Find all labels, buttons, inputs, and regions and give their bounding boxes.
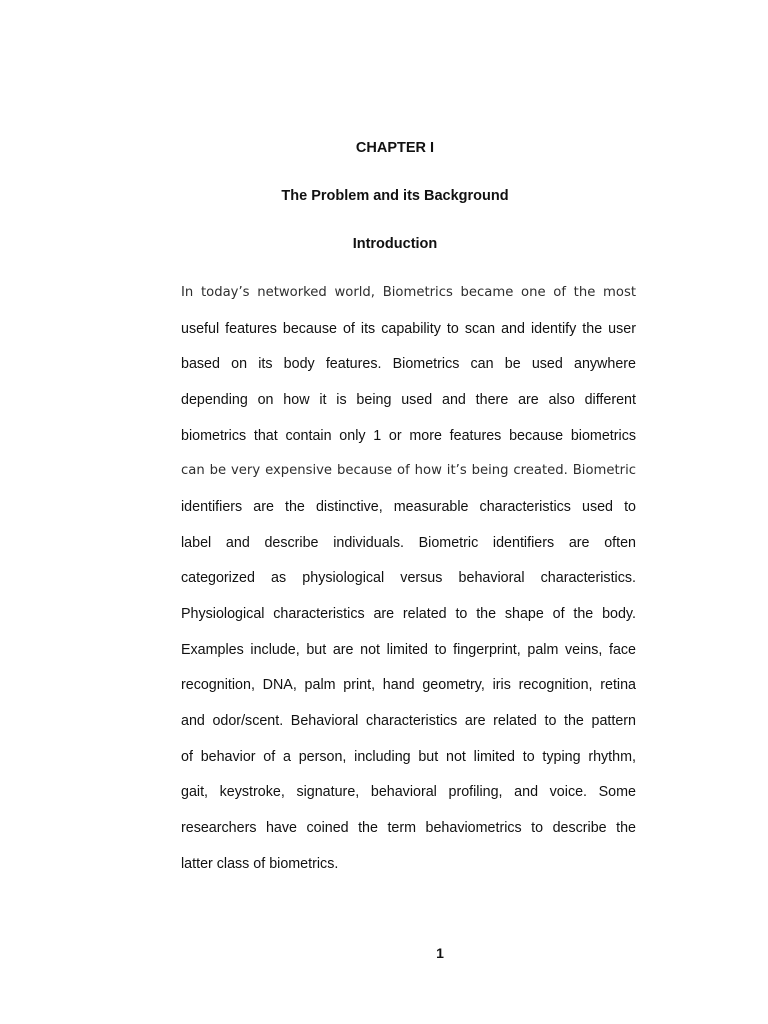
paragraph-line: researchers have coined the term behaviometrics to describe the: [181, 820, 636, 836]
section-heading: Introduction: [352, 236, 438, 252]
page-number: 1: [436, 945, 444, 961]
paragraph-line: recognition, DNA, palm print, hand geometry, iris recognition, retina: [181, 677, 636, 693]
paragraph-line: of behavior of a person, including but not limited to typing rhythm,: [181, 749, 636, 765]
paragraph-line: label and describe individuals. Biometric identifiers are often: [181, 535, 636, 551]
paragraph-line: Examples include, but are not limited to fingerprint, palm veins, face: [181, 642, 636, 658]
chapter-heading: CHAPTER I: [355, 140, 435, 156]
paragraph-line: and odor/scent. Behavioral characteristics are related to the pattern: [181, 713, 636, 729]
chapter-title: The Problem and its Background: [281, 188, 509, 204]
paragraph-line: can be very expensive because of how it’s being created. Biometric: [181, 463, 636, 478]
paragraph-line: In today’s networked world, Biometrics became one of the most: [181, 285, 636, 300]
paragraph-line: latter class of biometrics.: [181, 856, 339, 872]
paragraph-line: categorized as physiological versus behavioral characteristics.: [181, 570, 636, 586]
paragraph-line: Physiological characteristics are related to the shape of the body.: [181, 606, 636, 622]
paragraph-line: useful features because of its capability to scan and identify the user: [181, 321, 636, 337]
paragraph-line: gait, keystroke, signature, behavioral profiling, and voice. Some: [181, 784, 636, 800]
paragraph-line: depending on how it is being used and there are also different: [181, 392, 636, 408]
paragraph-line: based on its body features. Biometrics can be used anywhere: [181, 356, 636, 372]
paragraph-line: biometrics that contain only 1 or more features because biometrics: [181, 428, 636, 444]
paragraph-line: identifiers are the distinctive, measurable characteristics used to: [181, 499, 636, 515]
